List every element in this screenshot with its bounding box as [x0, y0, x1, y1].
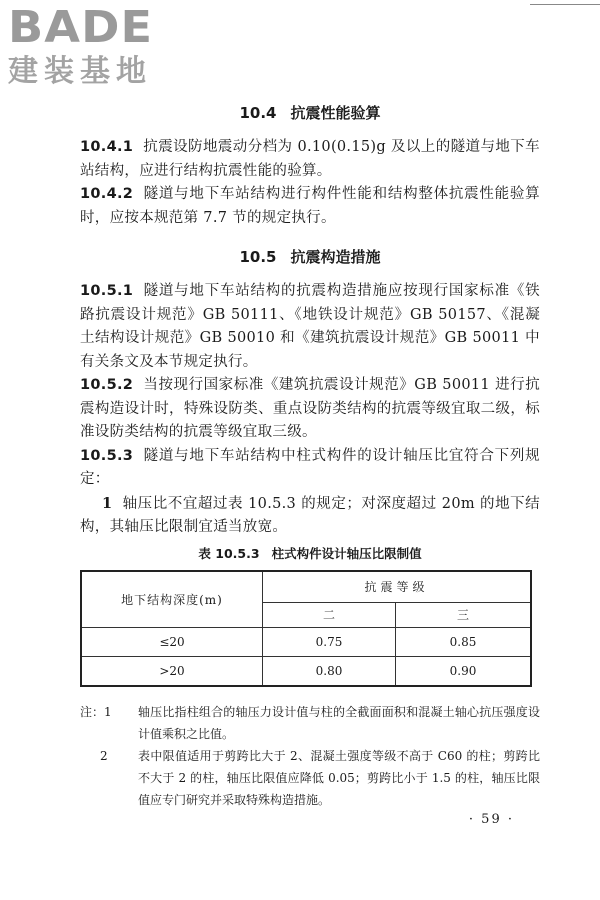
- table-col-header: 二: [263, 602, 396, 627]
- note-1: [80, 701, 540, 745]
- table-row: [81, 656, 531, 686]
- table-cell: 0.85: [396, 627, 532, 656]
- clause-10-5-3: 10.5.3 隧道与地下车站结构中柱式构件的设计轴压比宜符合下列规定：: [80, 447, 540, 487]
- note-2: [80, 745, 540, 811]
- clause-10-5-1: 10.5.1 隧道与地下车站结构的抗震构造措施应按现行国家标准《铁路抗震设计规范》GB 50111、《地铁设计规范》GB 50157、《混凝土结构设计规范》GB 50010 和《建筑抗震设计规范》GB 50011 中有关条文及本节规定执行。: [80, 283, 540, 370]
- logo-cjk-text: 建装基地: [8, 54, 152, 89]
- logo-latin-text: BADE: [8, 2, 154, 53]
- note-1-number: 1: [104, 704, 112, 719]
- clause-item-1: 1 轴压比不宜超过表 10.5.3 的规定；对深度超过 20m 的地下结构，其轴压比限制宜适当放宽。: [80, 494, 540, 535]
- table-col-header: 三: [396, 602, 532, 627]
- table-cell: 0.80: [263, 656, 396, 686]
- section-title-10-4: 10.4 抗震性能验算: [239, 104, 381, 122]
- table-row: [81, 627, 531, 656]
- page-content: [80, 100, 540, 811]
- top-rule: [530, 4, 600, 5]
- clause-10-4-2: 10.4.2 隧道与地下车站结构进行构件性能和结构整体抗震性能验算时，应按本规范第 7.7 节的规定执行。: [80, 186, 540, 226]
- clause-10-5-2: 10.5.2 当按现行国家标准《建筑抗震设计规范》GB 50011 进行抗震构造设计时，特殊设防类、重点设防类结构的抗震等级宜取二级，标准设防类结构的抗震等级宜取三级。: [80, 377, 540, 440]
- axial-ratio-table: [80, 570, 532, 687]
- section-title-10-5: 10.5 抗震构造措施: [239, 248, 381, 266]
- page-number: · 59 ·: [468, 812, 514, 827]
- table-cell-depth: ≤20: [81, 627, 263, 656]
- table-cell: 0.90: [396, 656, 532, 686]
- note-2-text: 表中限值适用于剪跨比大于 2、混凝土强度等级不高于 C60 的柱；剪跨比不大于 2 的柱，轴压比限值应降低 0.05；剪跨比小于 1.5 的柱，轴压比限值应专门研究并采取特殊构造措施。: [138, 748, 540, 807]
- table-notes: [80, 701, 540, 811]
- table-cell: 0.75: [263, 627, 396, 656]
- table-row-header: 地下结构深度(m): [81, 571, 263, 628]
- notes-label: 注：: [80, 704, 105, 719]
- table-cell-depth: >20: [81, 656, 263, 686]
- bade-logo: [8, 4, 152, 90]
- note-1-text: 轴压比指柱组合的轴压力设计值与柱的全截面面积和混凝土轴心抗压强度设计值乘积之比值。: [138, 704, 540, 741]
- table-group-header: 抗震等级: [263, 571, 532, 603]
- table-caption: 表 10.5.3 柱式构件设计轴压比限制值: [198, 545, 422, 561]
- note-2-number: 2: [100, 748, 108, 763]
- clause-10-4-1: 10.4.1 抗震设防地震动分档为 0.10(0.15)g 及以上的隧道与地下车站结构，应进行结构抗震性能的验算。: [80, 139, 540, 179]
